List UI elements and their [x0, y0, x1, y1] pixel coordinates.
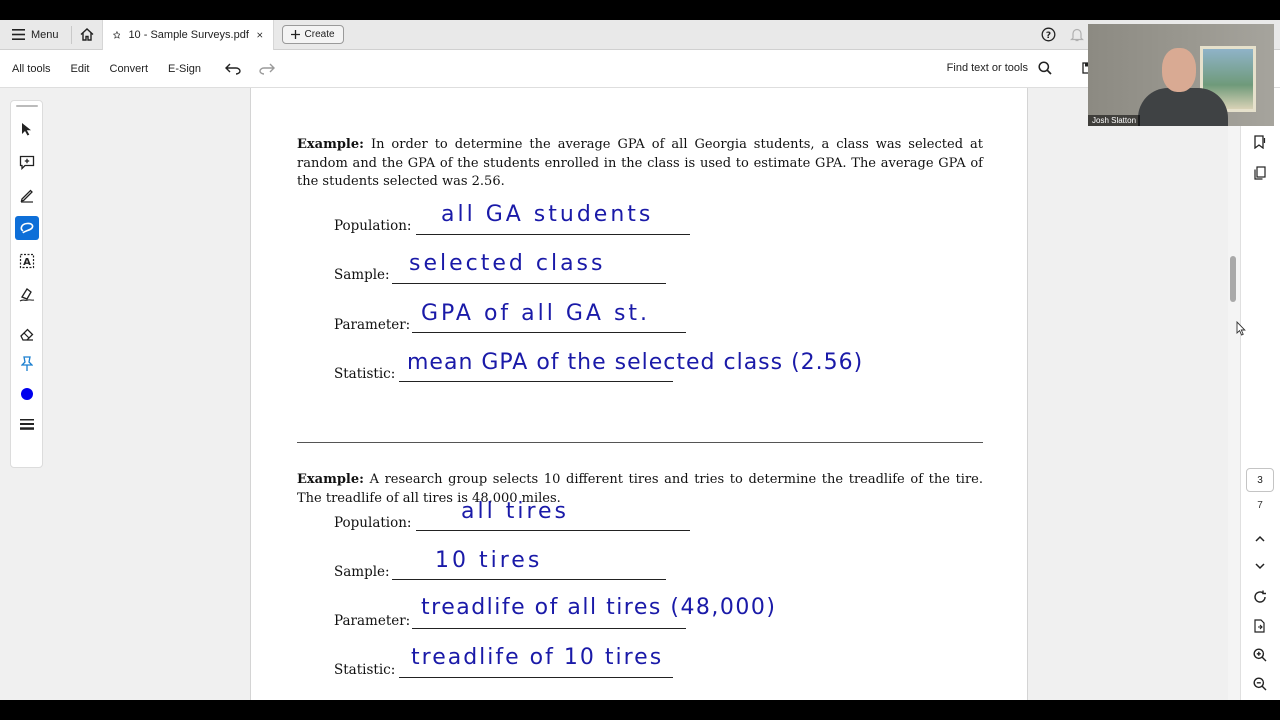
next-page-button[interactable] — [1248, 554, 1272, 578]
all-tools-button[interactable]: All tools — [12, 62, 51, 75]
bookmarks-button[interactable] — [1248, 130, 1272, 154]
eraser-tool[interactable] — [15, 322, 39, 346]
ink-color-swatch — [21, 388, 33, 400]
example-2-population-label: Population: — [334, 515, 412, 531]
pdf-page — [250, 88, 1028, 700]
comment-tool[interactable] — [15, 150, 39, 174]
help-icon[interactable] — [1041, 27, 1056, 42]
home-button[interactable] — [72, 20, 102, 50]
vertical-scrollbar[interactable] — [1228, 88, 1240, 700]
answer-line — [416, 234, 690, 235]
search-icon — [1038, 61, 1052, 75]
example-1-population-label: Population: — [334, 218, 412, 234]
highlight-tool[interactable] — [15, 183, 39, 207]
zoom-in-button[interactable] — [1248, 643, 1272, 667]
example-1-sample-answer: selected class — [409, 251, 606, 276]
previous-page-button[interactable] — [1248, 526, 1272, 550]
comment-add-icon — [19, 155, 35, 170]
example-2-sample-answer: 10 tires — [435, 548, 543, 573]
freehand-icon — [19, 221, 35, 235]
refresh-icon — [1253, 590, 1267, 604]
pin-icon — [21, 356, 33, 372]
undo-redo-group — [225, 63, 275, 75]
select-tool[interactable] — [15, 117, 39, 141]
example-1-parameter-answer: GPA of all GA st. — [421, 301, 651, 326]
example-2-sample-label: Sample: — [334, 564, 390, 580]
current-page-input[interactable]: 3 — [1246, 468, 1274, 492]
presenter-body — [1138, 88, 1228, 126]
copy-pages-icon — [1253, 166, 1267, 180]
app-window — [0, 20, 1280, 700]
webcam-overlay — [1088, 24, 1274, 126]
pen-icon — [19, 187, 35, 203]
example-2-statistic-label: Statistic: — [334, 662, 396, 678]
rail-grip[interactable] — [16, 105, 38, 107]
chevron-down-icon — [1255, 563, 1265, 570]
example-1-sample-label: Sample: — [334, 267, 390, 283]
find-label: Find text or tools — [946, 62, 1028, 74]
edit-button[interactable]: Edit — [70, 62, 90, 75]
text-box-icon — [19, 253, 35, 269]
svg-text:?: ? — [1045, 31, 1052, 41]
example-2-parameter-answer: treadlife of all tires (48,000) — [421, 595, 777, 620]
signature-pen-icon — [19, 286, 35, 302]
example-1-parameter-label: Parameter: — [334, 317, 411, 333]
answer-line — [416, 530, 690, 531]
line-weight-icon — [20, 418, 34, 430]
presenter-name: Josh Slatton — [1088, 115, 1140, 126]
tabbar-right-icons — [1041, 27, 1084, 42]
create-label: Create — [304, 29, 335, 40]
plus-icon — [291, 30, 300, 39]
draw-tool[interactable] — [15, 216, 39, 240]
close-icon[interactable] — [257, 30, 263, 40]
find-text-tools[interactable] — [947, 61, 1052, 75]
answer-line — [392, 283, 666, 284]
line-weight-tool[interactable] — [15, 412, 39, 436]
bookmark-icon — [1253, 135, 1267, 149]
zoom-out-icon — [1253, 677, 1267, 691]
esign-button[interactable]: E-Sign — [168, 62, 202, 75]
total-pages: 7 — [1257, 500, 1263, 511]
scrollbar-thumb[interactable] — [1230, 256, 1236, 302]
presenter-head — [1162, 48, 1196, 92]
answer-line — [399, 381, 673, 382]
answer-line — [392, 579, 666, 580]
color-picker[interactable] — [15, 382, 39, 406]
undo-icon[interactable] — [225, 63, 241, 75]
svg-text:A: A — [23, 257, 31, 268]
tab-title: 10 - Sample Surveys.pdf — [128, 28, 249, 41]
example-1-text: In order to determine the average GPA of all Georgia students, a class was selected at random and the GPA of the students enrolled in the class is used to estimate GPA. The average GPA of the students selected was 2.56. — [297, 137, 983, 189]
zoom-in-icon — [1253, 648, 1267, 662]
hamburger-icon — [12, 29, 25, 40]
menu-button[interactable] — [0, 20, 71, 50]
chevron-up-icon — [1255, 535, 1265, 542]
create-button[interactable] — [282, 25, 344, 44]
pages-button[interactable] — [1248, 161, 1272, 185]
redo-icon[interactable] — [259, 63, 275, 75]
rotate-button[interactable] — [1248, 585, 1272, 609]
zoom-out-button[interactable] — [1248, 672, 1272, 696]
home-icon — [80, 28, 94, 41]
answer-line — [399, 677, 673, 678]
answer-line — [412, 332, 686, 333]
answer-line — [412, 628, 686, 629]
example-2-paragraph — [297, 471, 983, 508]
bell-icon[interactable] — [1070, 27, 1084, 42]
text-tool[interactable] — [15, 249, 39, 273]
eraser-icon — [19, 327, 35, 341]
file-export-icon — [1253, 619, 1267, 634]
convert-button[interactable]: Convert — [109, 62, 149, 75]
example-1-statistic-label: Statistic: — [334, 366, 396, 382]
export-page-button[interactable] — [1248, 614, 1272, 638]
tool-rail — [10, 100, 43, 468]
pin-tool[interactable] — [15, 352, 39, 376]
example-1-statistic-answer: mean GPA of the selected class (2.56) — [407, 350, 864, 375]
example-2-statistic-answer: treadlife of 10 tires — [411, 645, 664, 670]
example-2-heading: Example: — [297, 472, 364, 487]
section-divider — [297, 442, 983, 443]
cursor-arrow-icon — [21, 122, 33, 136]
example-1-paragraph — [297, 136, 983, 192]
document-tab[interactable] — [102, 20, 274, 50]
example-2-parameter-label: Parameter: — [334, 613, 411, 629]
example-1-population-answer: all GA students — [441, 202, 654, 227]
sign-tool[interactable] — [15, 282, 39, 306]
example-1-heading: Example: — [297, 137, 364, 152]
mouse-cursor-icon — [1236, 321, 1246, 336]
menu-label: Menu — [31, 28, 59, 41]
star-icon[interactable] — [113, 28, 121, 42]
example-2-population-answer: all tires — [461, 499, 569, 524]
example-2-text: A research group selects 10 different tires and tries to determine the treadlife of the tire. The treadlife of all tires is 48,000 miles. — [297, 472, 983, 506]
